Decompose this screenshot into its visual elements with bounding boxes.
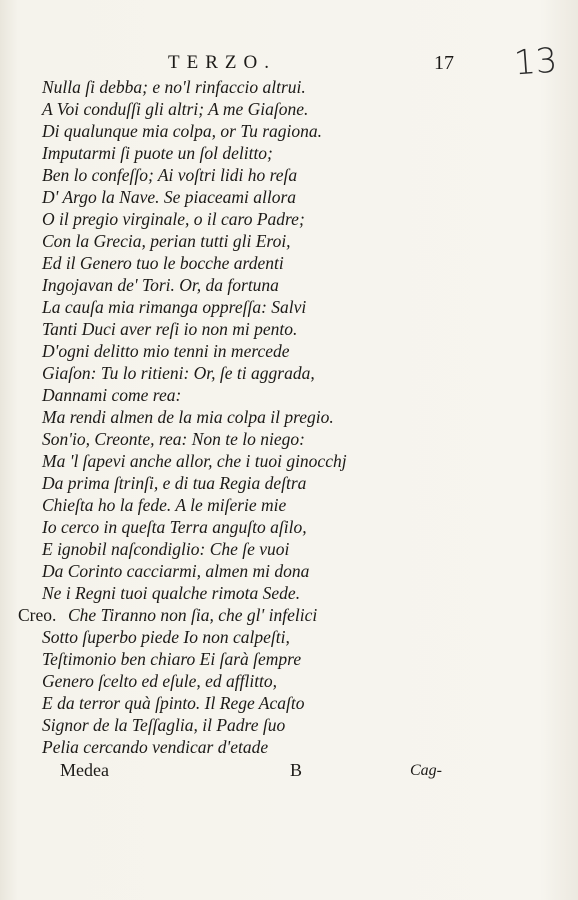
verse-line: Son'io, Creonte, rea: Non te lo niego: — [42, 429, 305, 449]
signature-mark: B — [290, 760, 303, 780]
catchword: Cag- — [410, 762, 442, 779]
verse-line: Nulla ſi debba; e no'l rinfaccio altrui. — [42, 77, 306, 97]
verse-line: Ed il Genero tuo le bocche ardenti — [42, 253, 284, 273]
verse-line: Dannami come rea: — [42, 385, 182, 405]
verse-line: Teſtimonio ben chiaro Ei ſarà ſempre — [42, 649, 302, 669]
verse-line: Ma 'l ſapevi anche allor, che i tuoi ginocchj — [42, 451, 347, 471]
verse-line: Imputarmi ſi puote un ſol delitto; — [42, 143, 273, 163]
verse-line: Sotto ſuperbo piede Io non calpeſti, — [42, 627, 290, 647]
verse-line: E da terror quà ſpinto. Il Rege Acaſto — [42, 693, 305, 713]
verse-line: O il pregio virginale, o il caro Padre; — [42, 209, 305, 229]
speaker-label: Creo. — [18, 605, 57, 625]
verse-line: Ingojavan de' Tori. Or, da fortuna — [42, 275, 279, 295]
verse-line: Da prima ſtrinſi, e di tua Regia deſtra — [42, 473, 307, 493]
verse-line: La cauſa mia rimanga oppreſſa: Salvi — [42, 297, 307, 317]
signature-title: Medea — [60, 760, 109, 780]
running-head: TERZO. — [168, 52, 276, 73]
verse-line: Ben lo confeſſo; Ai voſtri lidi ho reſa — [42, 165, 298, 185]
pencil-folio-mark: 13 — [512, 40, 559, 84]
verse-line: Chieſta ho la fede. A le miſerie mie — [42, 495, 287, 515]
verse-line: Ne i Regni tuoi qualche rimota Sede. — [42, 583, 301, 603]
verse-line: Con la Grecia, perian tutti gli Eroi, — [42, 231, 291, 251]
verse-line: D' Argo la Nave. Se piaceami allora — [42, 187, 297, 207]
verse-line: Che Tiranno non ſia, che gl' infelici — [68, 605, 318, 625]
verse-line: Genero ſcelto ed eſule, ed afflitto, — [42, 671, 278, 691]
verse-line: Da Corinto cacciarmi, almen mi dona — [42, 561, 310, 581]
verse-line: E ignobil naſcondiglio: Che ſe vuoi — [42, 539, 290, 559]
verse-line: D'ogni delitto mio tenni in mercede — [42, 341, 290, 361]
verse-line: Ma rendi almen de la mia colpa il pregio. — [42, 407, 334, 427]
verse-line: Io cerco in queſta Terra anguſto aſilo, — [42, 517, 307, 537]
verse-line: Giaſon: Tu lo ritieni: Or, ſe ti aggrada, — [42, 363, 315, 383]
verse-line: Di qualunque mia colpa, or Tu ragiona. — [42, 121, 323, 141]
verse-line: Signor de la Teſſaglia, il Padre ſuo — [42, 715, 286, 735]
verse-line: A Voi conduſſi gli altri; A me Giaſone. — [42, 99, 309, 119]
page-footer — [0, 760, 578, 788]
verse-line: Pelia cercando vendicar d'etade — [42, 737, 269, 757]
verse-line: Tanti Duci aver reſi io non mi pento. — [42, 319, 298, 339]
page-number: 17 — [434, 52, 454, 74]
